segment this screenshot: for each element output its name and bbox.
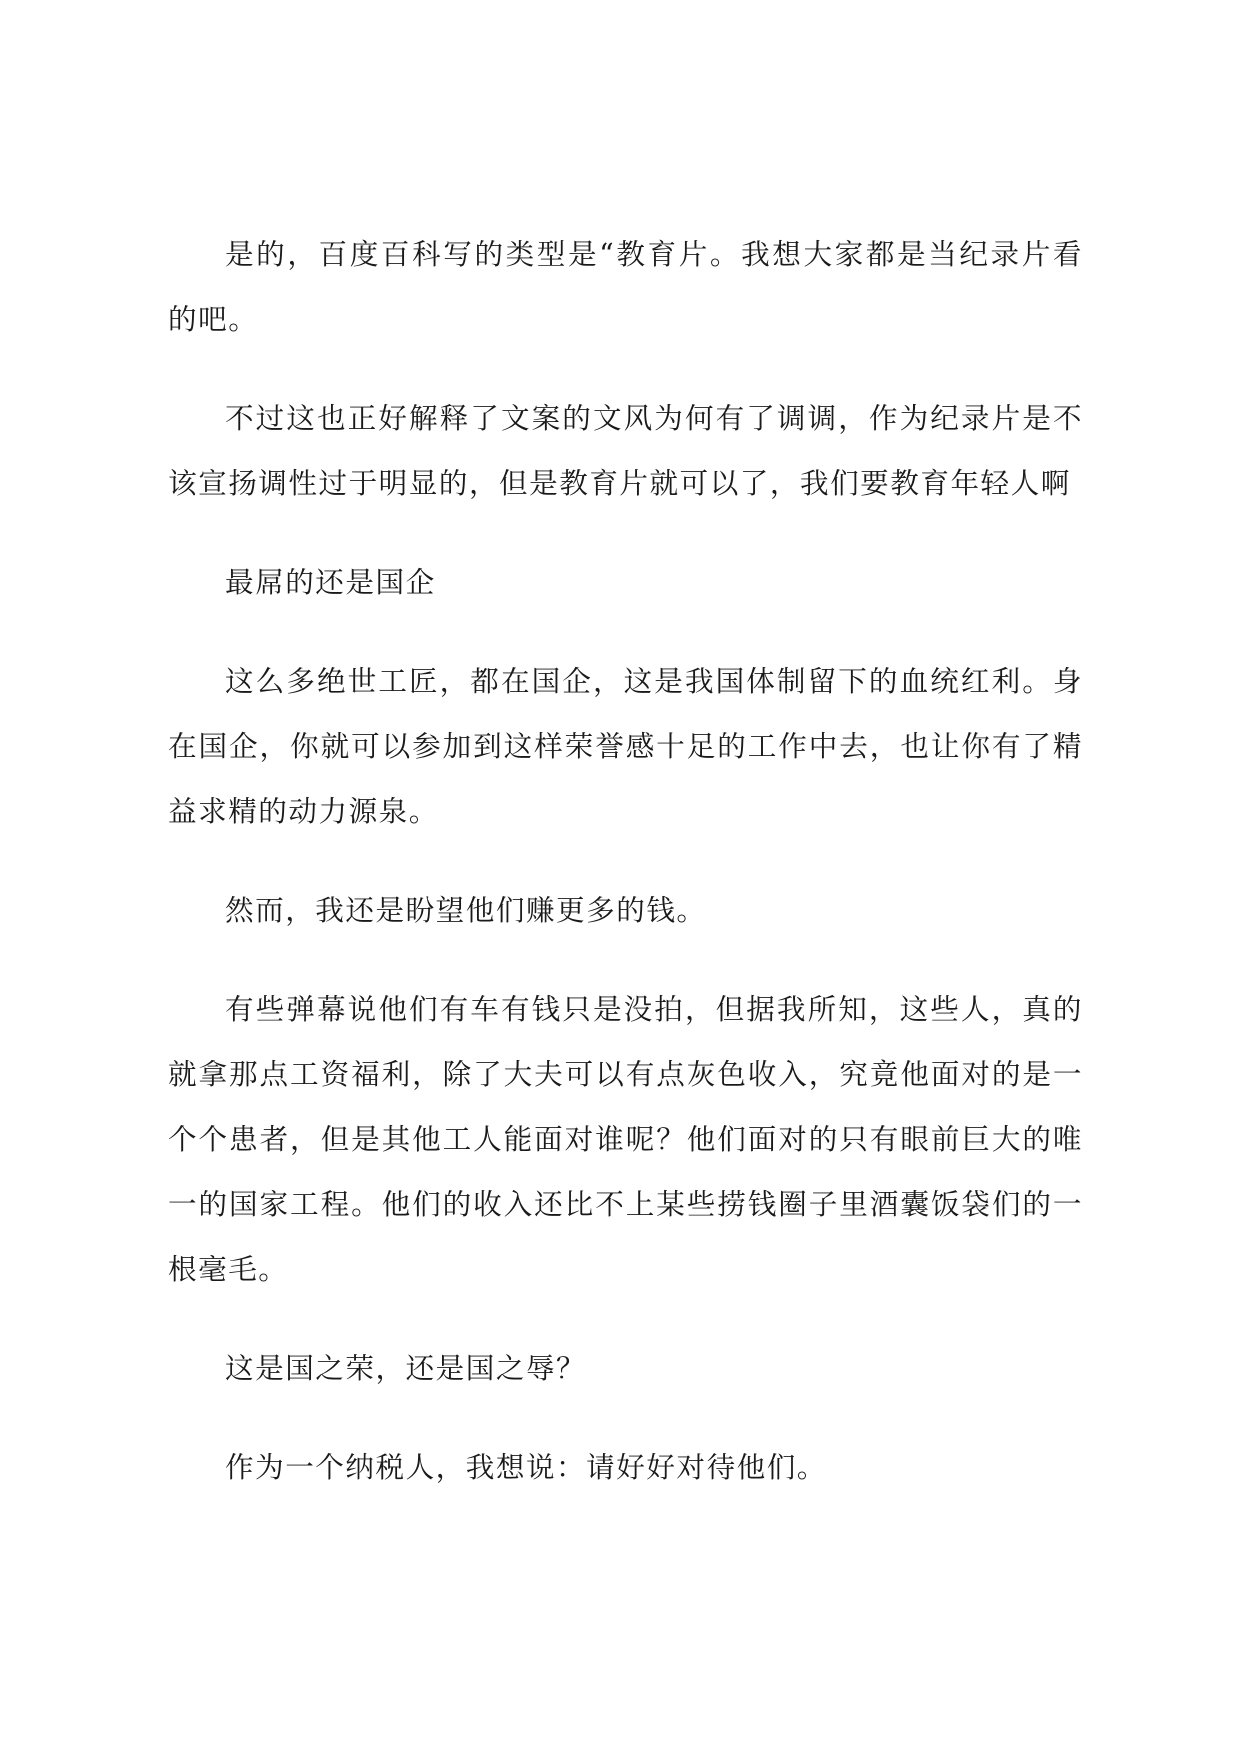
paragraph: 这是国之荣，还是国之辱？ [225,1351,587,1385]
paragraph: 有些弹幕说他们有车有钱只是没拍，但据我所知，这些人，真的就拿那点工资福利，除了大夫可以有点灰色收入，究竟他面对的是一个个患者，但是其他工人能面对谁呢？他们面对的只有眼前巨大的唯一的国家工程。他们的收入还比不上某些捞钱圈子里酒囊饭袋们的一根毫毛。 [168,992,1083,1286]
paragraph: 是的，百度百科写的类型是“教育片。我想大家都是当纪录片看的吧。 [168,237,1083,336]
paragraph: 然而，我还是盼望他们赚更多的钱。 [225,893,707,927]
paragraph: 不过这也正好解释了文案的文风为何有了调调，作为纪录片是不该宣扬调性过于明显的，但是教育片就可以了，我们要教育年轻人啊 [168,401,1083,500]
paragraph: 这么多绝世工匠，都在国企，这是我国体制留下的血统红利。身在国企，你就可以参加到这样荣誉感十足的工作中去，也让你有了精益求精的动力源泉。 [168,664,1083,828]
paragraph: 最屌的还是国企 [225,565,436,599]
document-body [168,222,1083,1534]
paragraph: 作为一个纳税人，我想说：请好好对待他们。 [225,1450,827,1484]
